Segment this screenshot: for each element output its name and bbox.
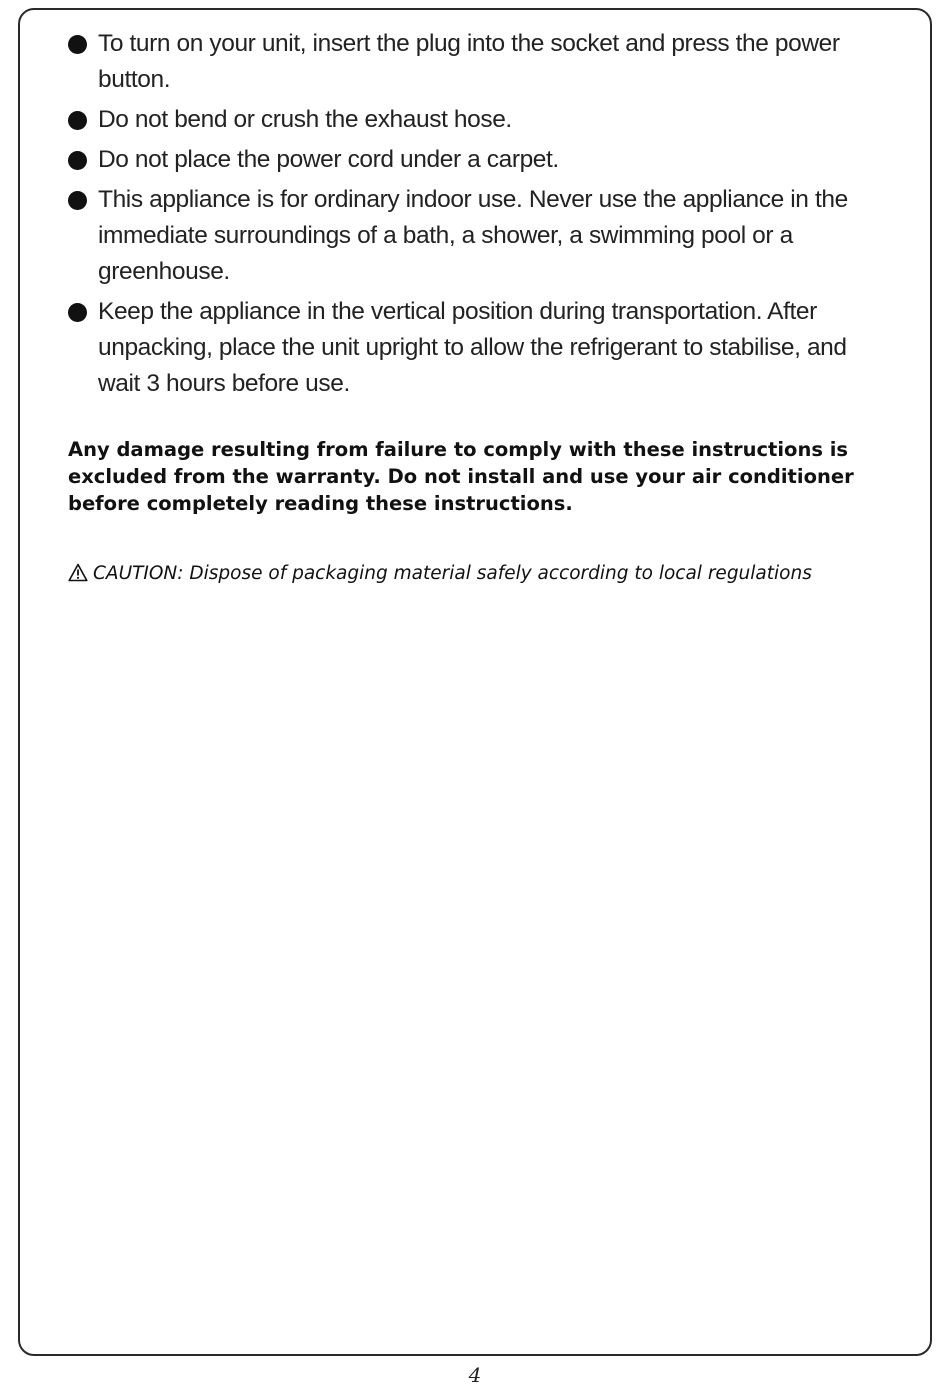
bullet-icon <box>68 191 87 210</box>
list-item-text: Keep the appliance in the vertical position during transportation. After unpacking, place the unit upright to allow the refrigerant to stabilise, and wait 3 hours before use. <box>98 298 847 397</box>
page-number: 4 <box>468 1363 482 1387</box>
safety-instructions-list <box>68 26 888 406</box>
warranty-notice: Any damage resulting from failure to comply with these instructions is excluded from the warranty. Do not install and use your air conditioner before completely reading these instructions. <box>68 438 854 515</box>
list-item <box>68 294 888 402</box>
warning-triangle-icon <box>68 563 88 590</box>
list-item-text: To turn on your unit, insert the plug into the socket and press the power button. <box>98 30 840 93</box>
caution-text: CAUTION: Dispose of packaging material safely according to local regulations <box>93 563 812 584</box>
list-item <box>68 26 888 98</box>
bullet-icon <box>68 303 87 322</box>
bullet-icon <box>68 35 87 54</box>
list-item <box>68 102 888 138</box>
list-item <box>68 182 888 290</box>
list-item-text: This appliance is for ordinary indoor use. Never use the appliance in the immediate surroundings of a bath, a shower, a swimming pool or a greenhouse. <box>98 186 848 285</box>
list-item-text: Do not bend or crush the exhaust hose. <box>98 106 512 133</box>
list-item-text: Do not place the power cord under a carpet. <box>98 146 559 173</box>
bullet-icon <box>68 151 87 170</box>
list-item <box>68 142 888 178</box>
bullet-icon <box>68 111 87 130</box>
caution-notice <box>68 561 908 590</box>
